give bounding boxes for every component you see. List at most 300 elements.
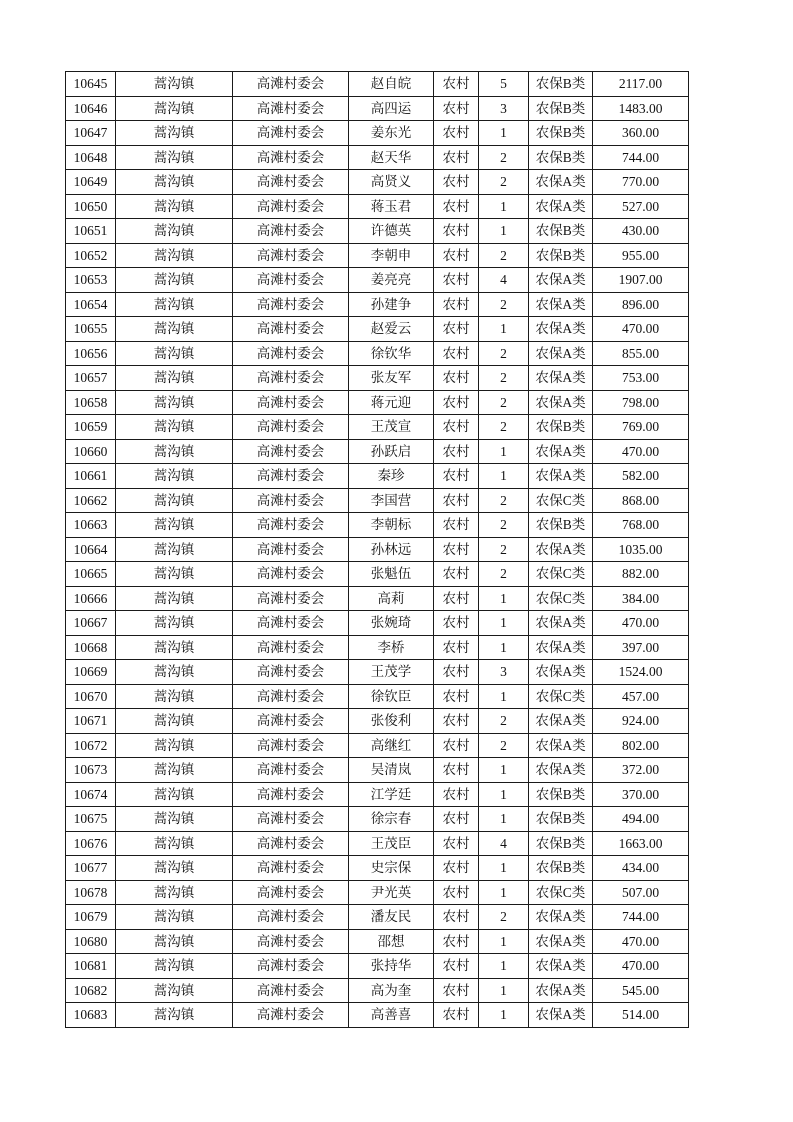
cell-village_committee: 高滩村委会: [233, 978, 349, 1003]
cell-village_committee: 高滩村委会: [233, 1003, 349, 1028]
cell-name: 高继红: [349, 733, 434, 758]
cell-serial_number: 10666: [66, 586, 116, 611]
cell-village_committee: 高滩村委会: [233, 390, 349, 415]
cell-amount: 882.00: [593, 562, 689, 587]
cell-household_type: 农村: [434, 121, 479, 146]
cell-serial_number: 10661: [66, 464, 116, 489]
cell-insurance_category: 农保A类: [529, 537, 593, 562]
cell-town: 蒿沟镇: [116, 439, 233, 464]
cell-town: 蒿沟镇: [116, 341, 233, 366]
cell-household_type: 农村: [434, 537, 479, 562]
cell-name: 高善喜: [349, 1003, 434, 1028]
cell-village_committee: 高滩村委会: [233, 905, 349, 930]
cell-insurance_category: 农保B类: [529, 145, 593, 170]
table-row: [66, 219, 689, 244]
cell-town: 蒿沟镇: [116, 317, 233, 342]
cell-household_type: 农村: [434, 268, 479, 293]
cell-person_count: 1: [479, 954, 529, 979]
cell-name: 李国营: [349, 488, 434, 513]
cell-serial_number: 10653: [66, 268, 116, 293]
table-row: [66, 317, 689, 342]
cell-serial_number: 10651: [66, 219, 116, 244]
cell-serial_number: 10656: [66, 341, 116, 366]
cell-person_count: 2: [479, 415, 529, 440]
cell-person_count: 2: [479, 170, 529, 195]
cell-amount: 955.00: [593, 243, 689, 268]
cell-person_count: 2: [479, 390, 529, 415]
cell-town: 蒿沟镇: [116, 954, 233, 979]
cell-serial_number: 10681: [66, 954, 116, 979]
cell-serial_number: 10682: [66, 978, 116, 1003]
cell-amount: 457.00: [593, 684, 689, 709]
cell-amount: 545.00: [593, 978, 689, 1003]
cell-serial_number: 10650: [66, 194, 116, 219]
cell-town: 蒿沟镇: [116, 905, 233, 930]
cell-town: 蒿沟镇: [116, 219, 233, 244]
table-row: [66, 635, 689, 660]
cell-serial_number: 10648: [66, 145, 116, 170]
table-row: [66, 782, 689, 807]
table-body: [66, 72, 689, 1028]
cell-serial_number: 10677: [66, 856, 116, 881]
cell-name: 徐钦臣: [349, 684, 434, 709]
cell-town: 蒿沟镇: [116, 72, 233, 97]
table-row: [66, 268, 689, 293]
cell-person_count: 1: [479, 194, 529, 219]
cell-insurance_category: 农保A类: [529, 390, 593, 415]
table-row: [66, 96, 689, 121]
cell-village_committee: 高滩村委会: [233, 586, 349, 611]
cell-village_committee: 高滩村委会: [233, 782, 349, 807]
cell-name: 王茂学: [349, 660, 434, 685]
cell-name: 潘友民: [349, 905, 434, 930]
cell-town: 蒿沟镇: [116, 880, 233, 905]
cell-household_type: 农村: [434, 586, 479, 611]
cell-town: 蒿沟镇: [116, 170, 233, 195]
cell-amount: 2117.00: [593, 72, 689, 97]
cell-insurance_category: 农保C类: [529, 684, 593, 709]
cell-amount: 802.00: [593, 733, 689, 758]
cell-insurance_category: 农保A类: [529, 954, 593, 979]
cell-serial_number: 10668: [66, 635, 116, 660]
cell-household_type: 农村: [434, 758, 479, 783]
cell-household_type: 农村: [434, 366, 479, 391]
cell-town: 蒿沟镇: [116, 562, 233, 587]
cell-town: 蒿沟镇: [116, 1003, 233, 1028]
cell-amount: 1483.00: [593, 96, 689, 121]
cell-name: 蒋元迎: [349, 390, 434, 415]
table-row: [66, 831, 689, 856]
cell-person_count: 2: [479, 562, 529, 587]
cell-person_count: 1: [479, 929, 529, 954]
cell-amount: 470.00: [593, 954, 689, 979]
cell-town: 蒿沟镇: [116, 537, 233, 562]
cell-serial_number: 10678: [66, 880, 116, 905]
cell-village_committee: 高滩村委会: [233, 807, 349, 832]
cell-person_count: 1: [479, 439, 529, 464]
cell-insurance_category: 农保B类: [529, 243, 593, 268]
cell-village_committee: 高滩村委会: [233, 684, 349, 709]
table-row: [66, 586, 689, 611]
cell-amount: 514.00: [593, 1003, 689, 1028]
cell-insurance_category: 农保A类: [529, 268, 593, 293]
cell-town: 蒿沟镇: [116, 464, 233, 489]
cell-village_committee: 高滩村委会: [233, 929, 349, 954]
table-row: [66, 439, 689, 464]
cell-serial_number: 10667: [66, 611, 116, 636]
table-row: [66, 905, 689, 930]
table-row: [66, 390, 689, 415]
table-row: [66, 807, 689, 832]
cell-household_type: 农村: [434, 390, 479, 415]
cell-town: 蒿沟镇: [116, 292, 233, 317]
cell-person_count: 1: [479, 856, 529, 881]
cell-insurance_category: 农保A类: [529, 366, 593, 391]
cell-town: 蒿沟镇: [116, 807, 233, 832]
cell-person_count: 4: [479, 831, 529, 856]
table-row: [66, 243, 689, 268]
cell-town: 蒿沟镇: [116, 929, 233, 954]
cell-household_type: 农村: [434, 635, 479, 660]
cell-amount: 798.00: [593, 390, 689, 415]
cell-name: 张魁伍: [349, 562, 434, 587]
cell-amount: 507.00: [593, 880, 689, 905]
cell-person_count: 1: [479, 219, 529, 244]
cell-serial_number: 10676: [66, 831, 116, 856]
table-row: [66, 562, 689, 587]
cell-household_type: 农村: [434, 831, 479, 856]
cell-town: 蒿沟镇: [116, 96, 233, 121]
cell-serial_number: 10664: [66, 537, 116, 562]
cell-town: 蒿沟镇: [116, 488, 233, 513]
cell-insurance_category: 农保B类: [529, 72, 593, 97]
cell-serial_number: 10646: [66, 96, 116, 121]
cell-insurance_category: 农保C类: [529, 488, 593, 513]
cell-person_count: 1: [479, 464, 529, 489]
cell-name: 张友军: [349, 366, 434, 391]
cell-village_committee: 高滩村委会: [233, 415, 349, 440]
cell-person_count: 1: [479, 782, 529, 807]
cell-village_committee: 高滩村委会: [233, 439, 349, 464]
cell-village_committee: 高滩村委会: [233, 660, 349, 685]
cell-insurance_category: 农保B类: [529, 415, 593, 440]
cell-amount: 582.00: [593, 464, 689, 489]
cell-town: 蒿沟镇: [116, 611, 233, 636]
cell-person_count: 2: [479, 488, 529, 513]
cell-insurance_category: 农保A类: [529, 709, 593, 734]
cell-person_count: 1: [479, 758, 529, 783]
cell-amount: 768.00: [593, 513, 689, 538]
cell-amount: 1035.00: [593, 537, 689, 562]
cell-household_type: 农村: [434, 96, 479, 121]
cell-insurance_category: 农保B类: [529, 856, 593, 881]
table-row: [66, 684, 689, 709]
cell-village_committee: 高滩村委会: [233, 72, 349, 97]
cell-name: 姜东光: [349, 121, 434, 146]
table-row: [66, 709, 689, 734]
cell-name: 尹光英: [349, 880, 434, 905]
cell-amount: 744.00: [593, 145, 689, 170]
cell-village_committee: 高滩村委会: [233, 709, 349, 734]
cell-insurance_category: 农保A类: [529, 317, 593, 342]
cell-household_type: 农村: [434, 292, 479, 317]
cell-town: 蒿沟镇: [116, 733, 233, 758]
cell-amount: 384.00: [593, 586, 689, 611]
cell-household_type: 农村: [434, 856, 479, 881]
cell-village_committee: 高滩村委会: [233, 464, 349, 489]
cell-insurance_category: 农保B类: [529, 96, 593, 121]
cell-town: 蒿沟镇: [116, 684, 233, 709]
cell-amount: 470.00: [593, 929, 689, 954]
cell-amount: 924.00: [593, 709, 689, 734]
cell-name: 李朝申: [349, 243, 434, 268]
cell-insurance_category: 农保C类: [529, 562, 593, 587]
cell-person_count: 2: [479, 513, 529, 538]
cell-town: 蒿沟镇: [116, 415, 233, 440]
cell-town: 蒿沟镇: [116, 243, 233, 268]
cell-serial_number: 10647: [66, 121, 116, 146]
cell-person_count: 2: [479, 145, 529, 170]
cell-household_type: 农村: [434, 170, 479, 195]
cell-name: 王茂臣: [349, 831, 434, 856]
cell-village_committee: 高滩村委会: [233, 243, 349, 268]
cell-insurance_category: 农保B类: [529, 121, 593, 146]
cell-person_count: 2: [479, 292, 529, 317]
cell-name: 高莉: [349, 586, 434, 611]
cell-amount: 1907.00: [593, 268, 689, 293]
cell-household_type: 农村: [434, 733, 479, 758]
cell-person_count: 1: [479, 586, 529, 611]
cell-person_count: 1: [479, 684, 529, 709]
cell-serial_number: 10663: [66, 513, 116, 538]
cell-household_type: 农村: [434, 880, 479, 905]
cell-amount: 527.00: [593, 194, 689, 219]
cell-person_count: 1: [479, 635, 529, 660]
cell-name: 江学廷: [349, 782, 434, 807]
cell-household_type: 农村: [434, 464, 479, 489]
table-row: [66, 880, 689, 905]
cell-person_count: 1: [479, 317, 529, 342]
cell-village_committee: 高滩村委会: [233, 611, 349, 636]
cell-name: 赵自皖: [349, 72, 434, 97]
cell-insurance_category: 农保A类: [529, 439, 593, 464]
cell-serial_number: 10660: [66, 439, 116, 464]
cell-town: 蒿沟镇: [116, 121, 233, 146]
cell-name: 张俊利: [349, 709, 434, 734]
table-row: [66, 513, 689, 538]
cell-insurance_category: 农保B类: [529, 513, 593, 538]
cell-village_committee: 高滩村委会: [233, 562, 349, 587]
cell-amount: 494.00: [593, 807, 689, 832]
table-row: [66, 194, 689, 219]
cell-person_count: 1: [479, 121, 529, 146]
table-row: [66, 733, 689, 758]
cell-household_type: 农村: [434, 243, 479, 268]
cell-insurance_category: 农保A类: [529, 978, 593, 1003]
cell-household_type: 农村: [434, 72, 479, 97]
table-row: [66, 954, 689, 979]
cell-village_committee: 高滩村委会: [233, 831, 349, 856]
table-row: [66, 366, 689, 391]
table-row: [66, 758, 689, 783]
cell-household_type: 农村: [434, 513, 479, 538]
cell-amount: 753.00: [593, 366, 689, 391]
cell-name: 许德英: [349, 219, 434, 244]
cell-name: 孙建争: [349, 292, 434, 317]
cell-amount: 470.00: [593, 611, 689, 636]
cell-name: 蒋玉君: [349, 194, 434, 219]
cell-village_committee: 高滩村委会: [233, 121, 349, 146]
cell-serial_number: 10655: [66, 317, 116, 342]
table-row: [66, 660, 689, 685]
cell-amount: 896.00: [593, 292, 689, 317]
cell-person_count: 2: [479, 243, 529, 268]
cell-town: 蒿沟镇: [116, 586, 233, 611]
cell-household_type: 农村: [434, 562, 479, 587]
table-row: [66, 72, 689, 97]
payment-roster-table: [65, 71, 689, 1028]
cell-household_type: 农村: [434, 488, 479, 513]
cell-name: 赵天华: [349, 145, 434, 170]
cell-amount: 744.00: [593, 905, 689, 930]
cell-insurance_category: 农保A类: [529, 611, 593, 636]
cell-village_committee: 高滩村委会: [233, 880, 349, 905]
table-row: [66, 978, 689, 1003]
cell-serial_number: 10680: [66, 929, 116, 954]
cell-household_type: 农村: [434, 415, 479, 440]
cell-person_count: 1: [479, 611, 529, 636]
cell-person_count: 4: [479, 268, 529, 293]
cell-name: 高为奎: [349, 978, 434, 1003]
table-row: [66, 121, 689, 146]
table-row: [66, 1003, 689, 1028]
cell-amount: 470.00: [593, 317, 689, 342]
cell-name: 张婉琦: [349, 611, 434, 636]
cell-insurance_category: 农保B类: [529, 782, 593, 807]
cell-amount: 360.00: [593, 121, 689, 146]
cell-household_type: 农村: [434, 660, 479, 685]
cell-name: 高贤义: [349, 170, 434, 195]
cell-amount: 1663.00: [593, 831, 689, 856]
cell-household_type: 农村: [434, 782, 479, 807]
cell-insurance_category: 农保A类: [529, 194, 593, 219]
cell-amount: 397.00: [593, 635, 689, 660]
cell-insurance_category: 农保A类: [529, 292, 593, 317]
cell-serial_number: 10672: [66, 733, 116, 758]
cell-name: 李朝标: [349, 513, 434, 538]
cell-person_count: 1: [479, 1003, 529, 1028]
cell-town: 蒿沟镇: [116, 513, 233, 538]
cell-household_type: 农村: [434, 611, 479, 636]
cell-person_count: 1: [479, 807, 529, 832]
cell-household_type: 农村: [434, 145, 479, 170]
cell-serial_number: 10674: [66, 782, 116, 807]
cell-insurance_category: 农保A类: [529, 341, 593, 366]
cell-village_committee: 高滩村委会: [233, 145, 349, 170]
cell-person_count: 2: [479, 537, 529, 562]
cell-town: 蒿沟镇: [116, 268, 233, 293]
table-row: [66, 170, 689, 195]
cell-town: 蒿沟镇: [116, 635, 233, 660]
cell-serial_number: 10659: [66, 415, 116, 440]
cell-person_count: 3: [479, 660, 529, 685]
cell-serial_number: 10670: [66, 684, 116, 709]
cell-serial_number: 10673: [66, 758, 116, 783]
cell-insurance_category: 农保A类: [529, 929, 593, 954]
cell-household_type: 农村: [434, 709, 479, 734]
table-row: [66, 537, 689, 562]
cell-household_type: 农村: [434, 194, 479, 219]
cell-serial_number: 10654: [66, 292, 116, 317]
cell-insurance_category: 农保A类: [529, 733, 593, 758]
cell-village_committee: 高滩村委会: [233, 513, 349, 538]
cell-household_type: 农村: [434, 954, 479, 979]
table-row: [66, 145, 689, 170]
cell-person_count: 3: [479, 96, 529, 121]
cell-village_committee: 高滩村委会: [233, 341, 349, 366]
cell-name: 徐钦华: [349, 341, 434, 366]
cell-village_committee: 高滩村委会: [233, 954, 349, 979]
cell-insurance_category: 农保C类: [529, 586, 593, 611]
cell-village_committee: 高滩村委会: [233, 856, 349, 881]
cell-village_committee: 高滩村委会: [233, 194, 349, 219]
cell-village_committee: 高滩村委会: [233, 366, 349, 391]
cell-name: 秦珍: [349, 464, 434, 489]
cell-person_count: 2: [479, 709, 529, 734]
table-row: [66, 856, 689, 881]
cell-village_committee: 高滩村委会: [233, 733, 349, 758]
cell-serial_number: 10671: [66, 709, 116, 734]
cell-village_committee: 高滩村委会: [233, 635, 349, 660]
cell-person_count: 2: [479, 905, 529, 930]
cell-village_committee: 高滩村委会: [233, 758, 349, 783]
cell-name: 孙林远: [349, 537, 434, 562]
cell-village_committee: 高滩村委会: [233, 96, 349, 121]
cell-town: 蒿沟镇: [116, 831, 233, 856]
cell-insurance_category: 农保A类: [529, 905, 593, 930]
cell-amount: 855.00: [593, 341, 689, 366]
cell-serial_number: 10645: [66, 72, 116, 97]
cell-name: 赵爱云: [349, 317, 434, 342]
cell-town: 蒿沟镇: [116, 709, 233, 734]
cell-household_type: 农村: [434, 317, 479, 342]
cell-village_committee: 高滩村委会: [233, 537, 349, 562]
cell-serial_number: 10658: [66, 390, 116, 415]
cell-town: 蒿沟镇: [116, 758, 233, 783]
cell-serial_number: 10675: [66, 807, 116, 832]
cell-village_committee: 高滩村委会: [233, 170, 349, 195]
cell-insurance_category: 农保A类: [529, 635, 593, 660]
cell-insurance_category: 农保C类: [529, 880, 593, 905]
cell-person_count: 2: [479, 341, 529, 366]
cell-name: 孙跃启: [349, 439, 434, 464]
cell-name: 史宗保: [349, 856, 434, 881]
cell-household_type: 农村: [434, 929, 479, 954]
cell-town: 蒿沟镇: [116, 978, 233, 1003]
table-row: [66, 464, 689, 489]
cell-person_count: 2: [479, 733, 529, 758]
cell-village_committee: 高滩村委会: [233, 268, 349, 293]
cell-household_type: 农村: [434, 684, 479, 709]
cell-serial_number: 10652: [66, 243, 116, 268]
cell-serial_number: 10662: [66, 488, 116, 513]
cell-person_count: 1: [479, 880, 529, 905]
cell-serial_number: 10669: [66, 660, 116, 685]
cell-name: 李桥: [349, 635, 434, 660]
table-row: [66, 292, 689, 317]
cell-insurance_category: 农保B类: [529, 831, 593, 856]
table-row: [66, 488, 689, 513]
